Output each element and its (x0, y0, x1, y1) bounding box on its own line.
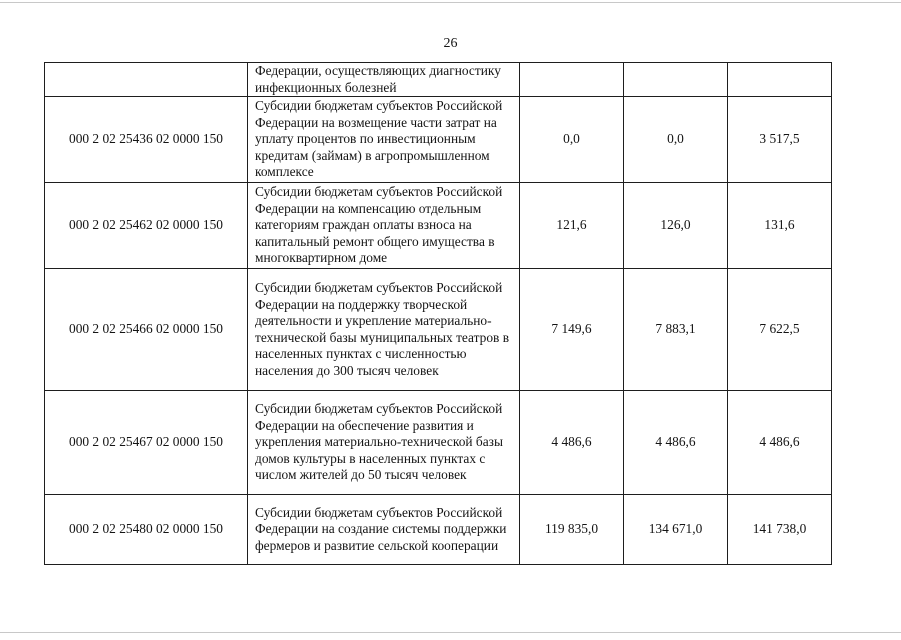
value-year-3: 4 486,6 (728, 391, 832, 495)
row-description-text: Федерации, осуществляющих диагностику инфекционных болезней (255, 63, 501, 95)
value-year-2: 7 883,1 (624, 269, 728, 391)
row-description-text: Субсидии бюджетам субъектов Российской Федерации на возмещение части затрат на уплату процентов по инвестиционным кредитам (займам) в агропромышленном комплексе (255, 98, 503, 180)
scan-top-edge (0, 2, 901, 3)
row-description-text: Субсидии бюджетам субъектов Российской Федерации на создание системы поддержки фермеров и развитие сельской кооперации (255, 504, 507, 553)
table-row (45, 269, 832, 391)
value-year-3: 131,6 (728, 183, 832, 269)
value-year-1: 119 835,0 (520, 495, 624, 565)
table-row (45, 391, 832, 495)
row-description (248, 269, 520, 391)
budget-code: 000 2 02 25462 02 0000 150 (45, 183, 248, 269)
value-year-2 (624, 63, 728, 97)
row-description (248, 495, 520, 565)
value-year-2: 134 671,0 (624, 495, 728, 565)
value-year-3: 141 738,0 (728, 495, 832, 565)
page-number: 26 (443, 36, 458, 51)
value-year-3: 3 517,5 (728, 97, 832, 183)
budget-code: 000 2 02 25466 02 0000 150 (45, 269, 248, 391)
budget-code: 000 2 02 25436 02 0000 150 (45, 97, 248, 183)
budget-code: 000 2 02 25480 02 0000 150 (45, 495, 248, 565)
value-year-1: 4 486,6 (520, 391, 624, 495)
row-description (248, 183, 520, 269)
row-description (248, 391, 520, 495)
value-year-2: 0,0 (624, 97, 728, 183)
value-year-3 (728, 63, 832, 97)
budget-code: 000 2 02 25467 02 0000 150 (45, 391, 248, 495)
table-row (45, 495, 832, 565)
value-year-1 (520, 63, 624, 97)
table-row (45, 183, 832, 269)
row-description-text: Субсидии бюджетам субъектов Российской Федерации на обеспечение развития и укрепления материально-технической базы домов культуры в населенных пунктах с числом жителей до 50 тысяч человек (255, 401, 503, 483)
value-year-2: 4 486,6 (624, 391, 728, 495)
value-year-1: 7 149,6 (520, 269, 624, 391)
row-description-text: Субсидии бюджетам субъектов Российской Федерации на поддержку творческой деятельности и укрепление материально-технической базы муниципальных театров в населенных пунктах с численностью населения до 300 тысяч человек (255, 280, 510, 378)
row-description (248, 63, 520, 97)
budget-table (44, 62, 832, 565)
table-row (45, 63, 832, 97)
scan-bottom-edge (0, 632, 901, 633)
budget-code (45, 63, 248, 97)
value-year-2: 126,0 (624, 183, 728, 269)
value-year-1: 121,6 (520, 183, 624, 269)
table-row (45, 97, 832, 183)
row-description (248, 97, 520, 183)
value-year-1: 0,0 (520, 97, 624, 183)
value-year-3: 7 622,5 (728, 269, 832, 391)
row-description-text: Субсидии бюджетам субъектов Российской Федерации на компенсацию отдельным категориям граждан оплаты взноса на капитальный ремонт общего имущества в многоквартирном доме (255, 184, 503, 266)
